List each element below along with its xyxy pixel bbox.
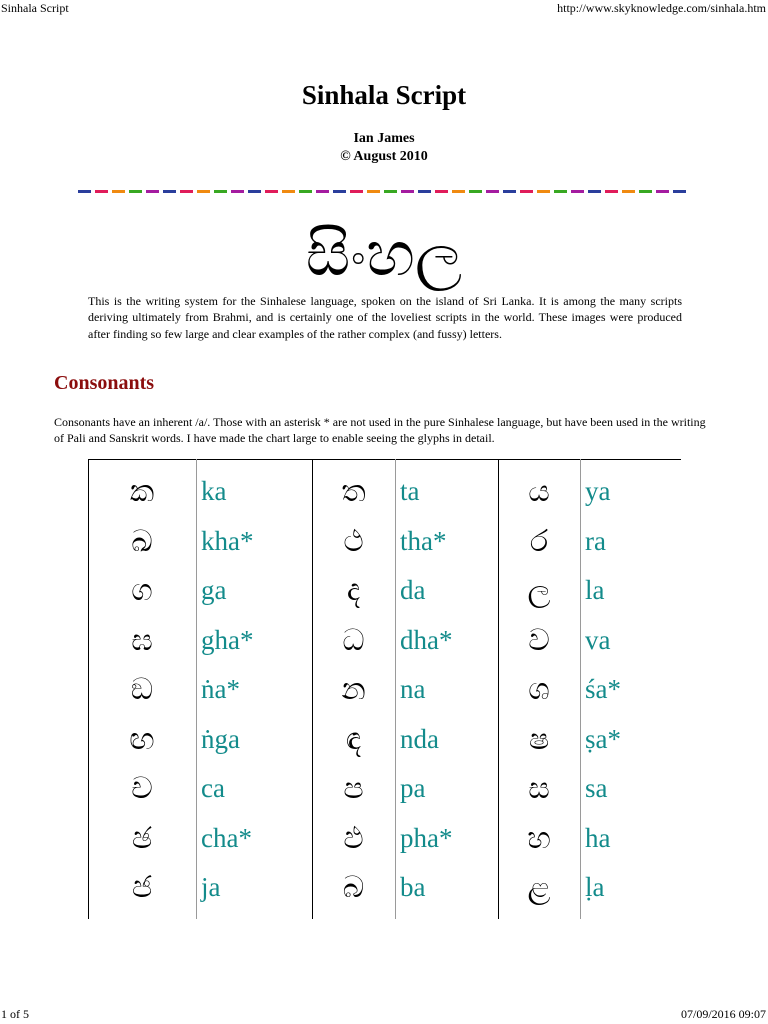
consonant-glyph: ජ (131, 870, 153, 905)
consonant-glyph: බ (342, 870, 365, 905)
consonant-glyph: ක (129, 474, 155, 509)
author-name: Ian James (353, 131, 415, 146)
consonant-transliteration: dha* (400, 624, 453, 655)
consonant-glyph: ඟ (129, 721, 155, 757)
consonant-glyph: ච (131, 771, 153, 806)
consonant-transliteration: ja (201, 872, 221, 902)
consonant-glyph: ර (529, 523, 549, 559)
chart-column-rule (196, 459, 197, 919)
consonant-glyph: න (341, 672, 366, 707)
section-title-consonants: Consonants (54, 372, 155, 394)
intro-paragraph: This is the writing system for the Sinhalese language, spoken on the island of Sri Lanka. It is among the many scripts deriving ultimately from Brahmi, and is certainly one of the loveliest scripts in the world. These images were produced after finding so few large and clear examples of the rather complex (and fussy) letters. (88, 294, 682, 341)
author-block (0, 130, 768, 166)
print-footer-page: 1 of 5 (1, 1007, 29, 1021)
consonant-transliteration: na (400, 674, 426, 704)
consonant-transliteration: ha (585, 822, 611, 853)
consonant-chart (88, 459, 681, 919)
consonant-transliteration: ka (201, 476, 227, 506)
publication-date: © August 2010 (340, 149, 428, 164)
consonant-transliteration: ra (585, 525, 606, 556)
decorative-divider (78, 190, 690, 193)
print-header-title: Sinhala Script (1, 1, 69, 15)
consonant-transliteration: ya (585, 476, 611, 506)
print-footer-datetime: 07/09/2016 09:07 (680, 1007, 766, 1021)
consonant-transliteration: kha* (201, 525, 254, 556)
consonant-transliteration: nda (400, 723, 439, 754)
consonant-transliteration: ta (400, 476, 420, 506)
consonant-glyph: ත (341, 474, 366, 509)
chart-column-rule (395, 459, 396, 919)
consonant-glyph: ෂ (528, 721, 550, 757)
consonant-glyph: ඡ (131, 820, 153, 856)
consonant-transliteration: śa* (585, 674, 621, 704)
consonant-glyph: ශ (528, 672, 550, 707)
consonant-glyph: ඳ (345, 721, 362, 757)
sinhala-wordmark: සිංහල (305, 217, 463, 290)
consonant-glyph: ඵ (343, 820, 364, 856)
section-paragraph-consonants: Consonants have an inherent /a/. Those with an asterisk * are not used in the pure Sinhalese language, but have been used in the writing of Pali and Sanskrit words. I have made the chart large to enable seeing the glyphs in detail. (54, 415, 706, 446)
chart-top-rule (88, 459, 681, 460)
consonant-transliteration: cha* (201, 822, 252, 853)
consonant-transliteration: pa (400, 773, 426, 803)
consonant-transliteration: ca (201, 773, 225, 803)
consonant-transliteration: ba (400, 872, 426, 902)
consonant-transliteration: ga (201, 575, 227, 605)
consonant-glyph: ඝ (131, 622, 153, 658)
consonant-transliteration: ḷa (585, 872, 605, 902)
consonant-glyph: ල (527, 573, 551, 608)
consonant-transliteration: da (400, 575, 426, 605)
consonant-transliteration: la (585, 575, 605, 605)
consonant-transliteration: sa (585, 773, 608, 803)
consonant-glyph: ප (343, 771, 364, 806)
consonant-transliteration: ṣa* (585, 723, 621, 754)
consonant-glyph: ථ (343, 523, 364, 559)
document-title: Sinhala Script (301, 80, 467, 110)
consonant-transliteration: gha* (201, 624, 254, 655)
consonant-glyph: ඞ (130, 672, 154, 707)
consonant-glyph: ය (528, 474, 550, 509)
consonant-transliteration: ṅga (201, 723, 240, 754)
consonant-glyph: ව (528, 622, 550, 658)
chart-column-rule (580, 459, 581, 919)
consonant-transliteration: tha* (400, 525, 447, 556)
consonant-glyph: ද (346, 573, 361, 608)
consonant-transliteration: pha* (400, 822, 453, 853)
consonant-glyph: ග (131, 573, 153, 608)
consonant-transliteration: va (585, 624, 611, 655)
consonant-glyph: ළ (527, 870, 551, 905)
consonant-glyph: ස (528, 771, 550, 806)
consonant-glyph: ඛ (131, 523, 153, 559)
print-header-url: http://www.skyknowledge.com/sinhala.htm (557, 1, 766, 15)
consonant-glyph: හ (527, 820, 551, 856)
consonant-glyph: ධ (342, 622, 365, 658)
consonant-transliteration: ṅa* (201, 674, 240, 704)
